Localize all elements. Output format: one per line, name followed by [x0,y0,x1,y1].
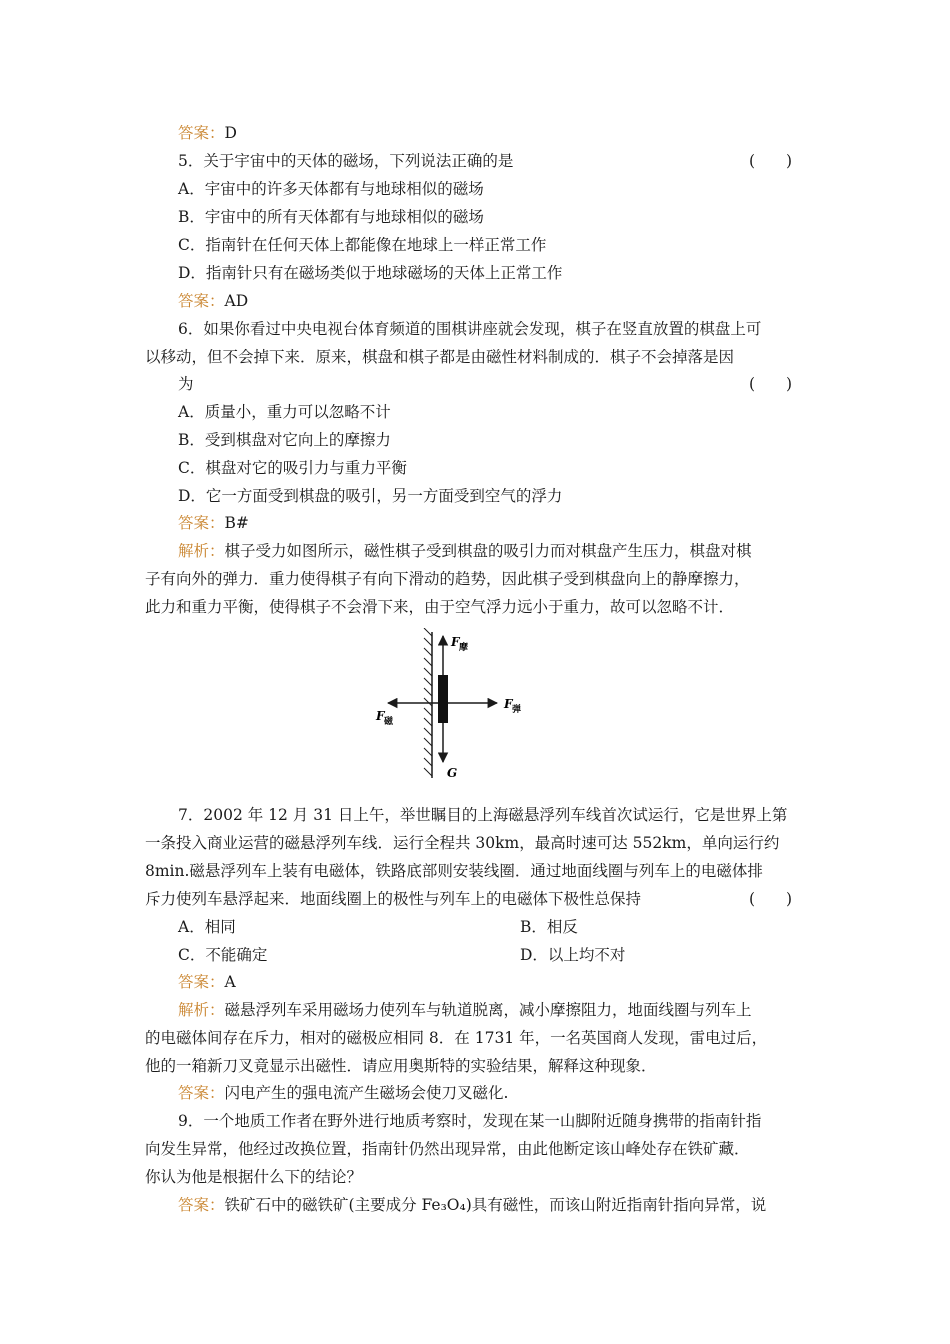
q6-stem-line: 以移动，但不会掉下来．原来，棋盘和棋子都是由磁性材料制成的．棋子不会掉落是因 [145,348,735,366]
q5-answer-blank: ( ) [749,152,793,170]
q8-answer: 答案：闪电产生的强电流产生磁场会使刀叉磁化. [178,1084,509,1102]
q5-option-c: C．指南针在任何天体上都能像在地球上一样正常工作 [178,236,547,254]
q5-answer: 答案：AD [178,292,249,310]
q6-option-d: D．它一方面受到棋盘的吸引，另一方面受到空气的浮力 [178,487,563,505]
q6-answer-blank: ( ) [749,375,793,393]
q7-option-d: D．以上均不对 [520,946,626,964]
q7-stem-line: 7．2002 年 12 月 31 日上午，举世瞩目的上海磁悬浮列车线首次试运行，它是世界上第 [178,806,788,824]
chess-piece [438,675,448,723]
label-f-magnetic: F [376,709,385,723]
answer-label: 答案： [178,124,225,142]
label-f-friction: F [451,635,460,649]
wall-hatching [424,628,432,776]
q4-answer: 答案：D [178,124,237,142]
q6-answer: 答案：B# [178,514,249,532]
q5-stem: 5．关于宇宙中的天体的磁场，下列说法正确的是 [178,152,514,170]
q7-analysis-line: 解析：磁悬浮列车采用磁场力使列车与轨道脱离，减小摩擦阻力，地面线圈与列车上 [178,1001,752,1019]
label-f-friction-sub: 摩 [459,643,469,653]
q5-option-a: A．宇宙中的许多天体都有与地球相似的磁场 [178,180,484,198]
q6-option-b: B．受到棋盘对它向上的摩擦力 [178,431,391,449]
q7-analysis-line: 他的一箱新刀叉竟显示出磁性．请应用奥斯特的实验结果，解释这种现象． [145,1057,657,1075]
q7-answer-blank: ( ) [749,890,793,908]
q9-stem-line: 9．一个地质工作者在野外进行地质考察时，发现在某一山脚附近随身携带的指南针指 [178,1112,762,1130]
q5-option-d: D．指南针只有在磁场类似于地球磁场的天体上正常工作 [178,264,563,282]
q6-option-a: A．质量小，重力可以忽略不计 [178,403,391,421]
q7-option-c: C．不能确定 [178,946,268,964]
q9-answer: 答案：铁矿石中的磁铁矿(主要成分 Fe₃O₄)具有磁性，而该山附近指南针指向异常，说 [178,1196,767,1214]
q7-stem-line: 一条投入商业运营的磁悬浮列车线．运行全程共 30km，最高时速可达 552km，单向运行约 [145,834,780,852]
label-f-elastic-sub: 弹 [512,705,522,715]
q6-stem-line: 为 [178,375,194,393]
q6-analysis-line: 子有向外的弹力．重力使得棋子有向下滑动的趋势，因此棋子受到棋盘向上的静摩擦力， [145,570,750,588]
label-gravity: G [447,766,458,778]
q7-stem-line: 8min.磁悬浮列车上装有电磁体，铁路底部则安装线圈．通过地面线圈与列车上的电磁体排 [145,862,763,880]
q6-option-c: C．棋盘对它的吸引力与重力平衡 [178,459,407,477]
q6-stem-line: 6．如果你看过中央电视台体育频道的围棋讲座就会发现，棋子在竖直放置的棋盘上可 [178,320,762,338]
q9-stem-line: 你认为他是根据什么下的结论？ [145,1168,363,1186]
q7-stem-line: 斥力使列车悬浮起来．地面线圈上的极性与列车上的电磁体下极性总保持 [145,890,642,908]
force-diagram [370,628,530,778]
q7-answer: 答案：A [178,973,236,991]
q9-stem-line: 向发生异常，他经过改换位置，指南针仍然出现异常，由此他断定该山峰处存在铁矿藏． [145,1140,750,1158]
q6-analysis-line: 此力和重力平衡，使得棋子不会滑下来，由于空气浮力远小于重力，故可以忽略不计． [145,598,735,616]
q6-analysis-line: 解析：棋子受力如图所示，磁性棋子受到棋盘的吸引力而对棋盘产生压力，棋盘对棋 [178,542,752,560]
q7-option-b: B．相反 [520,918,578,936]
q7-analysis-line: 的电磁体间存在斥力，相对的磁极应相同 8．在 1731 年，一名英国商人发现，雷电过后， [145,1029,768,1047]
q5-option-b: B．宇宙中的所有天体都有与地球相似的磁场 [178,208,484,226]
label-f-magnetic-sub: 磁 [384,717,394,727]
q7-option-a: A．相同 [178,918,236,936]
label-f-elastic: F [504,697,513,711]
